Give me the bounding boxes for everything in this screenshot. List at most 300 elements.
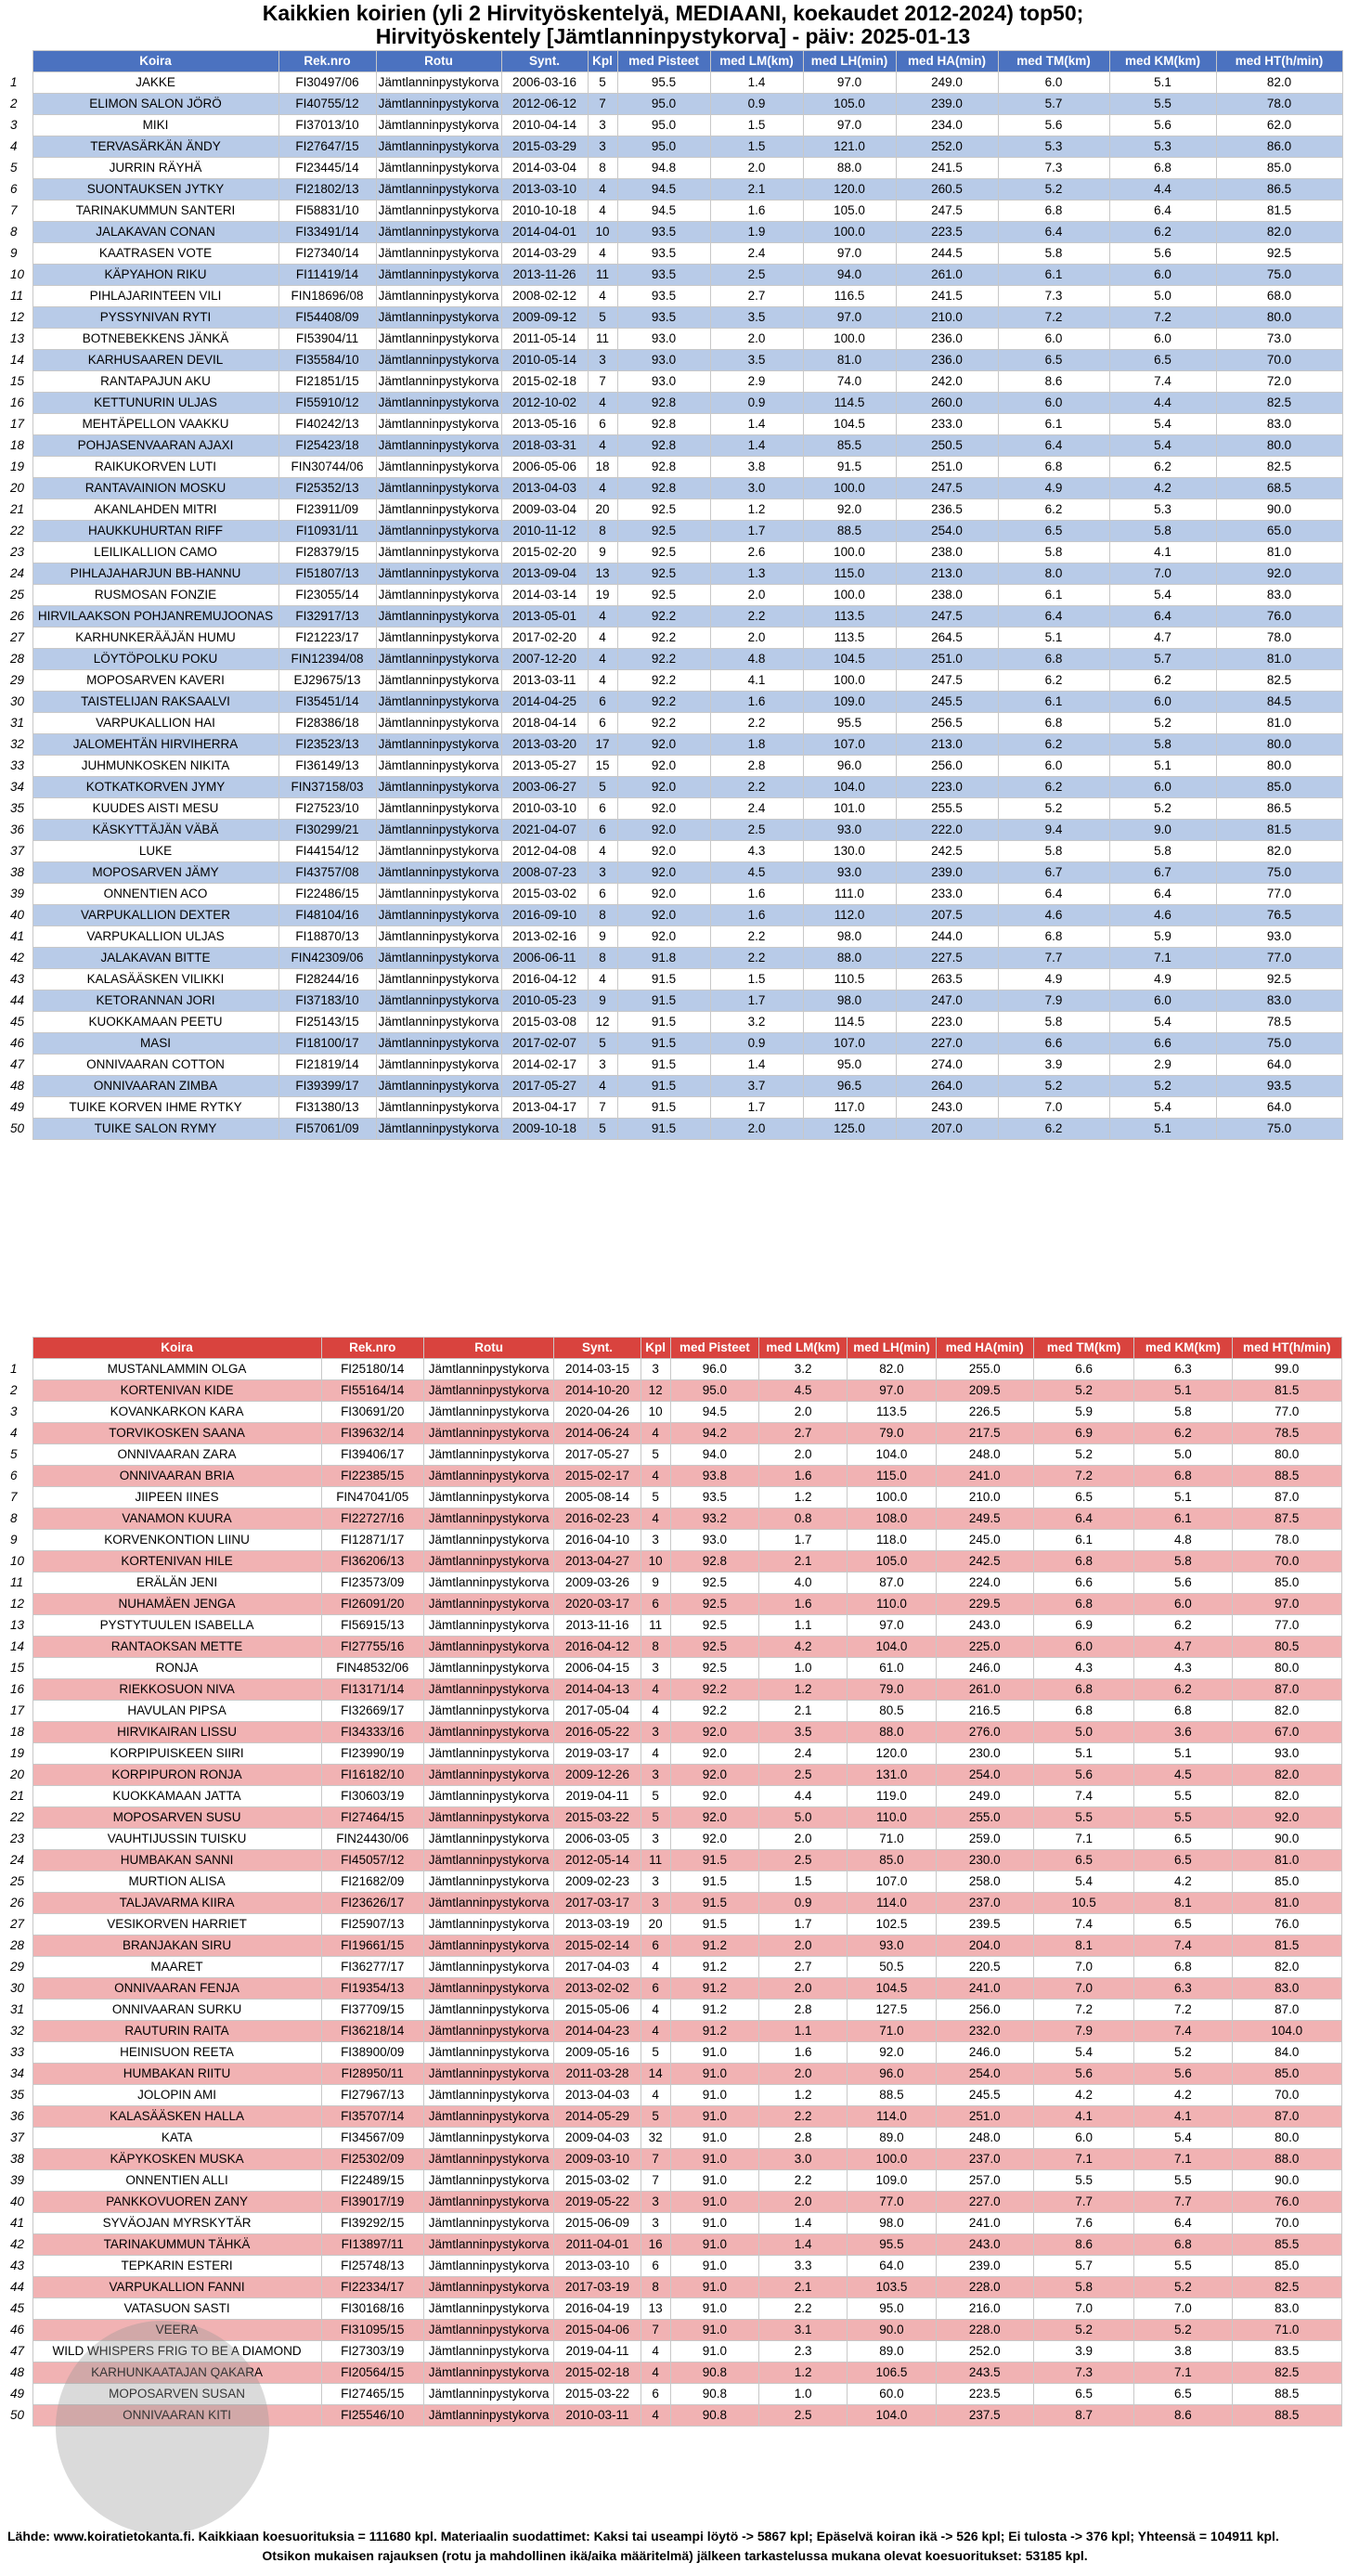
table-cell: KÄPYAHON RIKU (32, 265, 278, 286)
table-cell: TALJAVARMA KIIRA (32, 1893, 321, 1914)
table-cell: 254.0 (896, 521, 998, 542)
table-cell: 92.8 (617, 478, 710, 499)
table-cell: FI23626/17 (321, 1893, 423, 1914)
table-cell: ONNIVAARAN BRIA (32, 1466, 321, 1487)
table-cell: 4.2 (1033, 2085, 1133, 2106)
table-cell: FI11419/14 (278, 265, 376, 286)
table-row (7, 72, 1342, 94)
table-cell: 96.0 (803, 756, 896, 777)
table-cell: 2015-02-14 (554, 1935, 641, 1957)
table-cell: 2013-05-16 (501, 414, 588, 435)
table-cell: 7 (588, 371, 617, 393)
table-cell: 2015-02-18 (501, 371, 588, 393)
table-cell: 91.5 (803, 457, 896, 478)
table-cell: JALOMEHTÄN HIRVIHERRA (32, 734, 278, 756)
row-index: 42 (7, 2234, 32, 2256)
table-cell: 5.1 (1134, 1743, 1232, 1765)
table-cell: 9 (588, 542, 617, 563)
table-cell: FIN48532/06 (321, 1658, 423, 1679)
table-cell: FI34567/09 (321, 2128, 423, 2149)
table-cell: 81.5 (1232, 1380, 1341, 1402)
table-cell: 5.4 (1109, 585, 1216, 606)
table-cell: 4 (588, 1076, 617, 1097)
table-cell: 2006-03-16 (501, 72, 588, 94)
table-cell: 2.0 (759, 1978, 848, 2000)
table-row (7, 713, 1342, 734)
table-row (7, 670, 1342, 692)
watermark-logo (56, 2321, 269, 2534)
table-cell: 7.1 (1134, 2362, 1232, 2384)
table-cell: 87.0 (1232, 1679, 1341, 1701)
table-cell: 6.6 (1033, 1359, 1133, 1380)
table-cell: 114.5 (803, 1012, 896, 1033)
table-cell: 1.6 (710, 692, 803, 713)
table-cell: KETTUNURIN ULJAS (32, 393, 278, 414)
column-header: med HT(h/min) (1216, 51, 1342, 72)
table-cell: FI30168/16 (321, 2298, 423, 2320)
table-cell: 2016-04-10 (554, 1530, 641, 1551)
table-cell: 3.9 (998, 1055, 1109, 1076)
table-cell: 85.5 (803, 435, 896, 457)
row-index: 2 (7, 1380, 32, 1402)
table-cell: TARINAKUMMUN SANTERI (32, 201, 278, 222)
row-index: 6 (7, 179, 32, 201)
table-cell: FI23445/14 (278, 158, 376, 179)
table-cell: 5.0 (1134, 1444, 1232, 1466)
table-cell: 6.2 (998, 670, 1109, 692)
table-cell: 97.0 (803, 72, 896, 94)
table-cell: 239.0 (896, 94, 998, 115)
table-cell: 1.7 (710, 521, 803, 542)
table-cell: SYVÄOJAN MYRSKYTÄR (32, 2213, 321, 2234)
table-cell: 92.0 (670, 1829, 758, 1850)
table-cell: 91.0 (670, 2192, 758, 2213)
row-index: 48 (7, 2362, 32, 2384)
table-cell: 92.2 (617, 670, 710, 692)
table-cell: 254.0 (936, 2064, 1033, 2085)
table-cell: 82.5 (1216, 393, 1342, 414)
table-cell: 4.9 (998, 478, 1109, 499)
table-cell: 6.6 (998, 1033, 1109, 1055)
table-cell: 2.1 (710, 179, 803, 201)
table-cell: 14 (641, 2064, 670, 2085)
table-cell: HUMBAKAN RIITU (32, 2064, 321, 2085)
table-cell: 4 (588, 393, 617, 414)
table-row (7, 393, 1342, 414)
table-cell: 91.5 (617, 969, 710, 990)
table-cell: 80.0 (1216, 756, 1342, 777)
table-cell: 252.0 (936, 2341, 1033, 2362)
table-cell: 90.8 (670, 2362, 758, 2384)
table-cell: 92.0 (670, 1807, 758, 1829)
row-index: 22 (7, 1807, 32, 1829)
table-row (7, 1935, 1342, 1957)
table-cell: RAIKUKORVEN LUTI (32, 457, 278, 478)
table-cell: 10 (641, 1402, 670, 1423)
table-cell: 3.1 (759, 2320, 848, 2341)
table-row (7, 478, 1342, 499)
table-cell: 92.2 (670, 1679, 758, 1701)
table-cell: ONNIVAARAN SURKU (32, 2000, 321, 2021)
table-cell: 256.0 (936, 2000, 1033, 2021)
table-cell: 6.8 (1134, 1701, 1232, 1722)
table-row (7, 798, 1342, 820)
table-cell: Jämtlanninpystykorva (423, 1466, 553, 1487)
table-cell: KALASÄÄSKEN HALLA (32, 2106, 321, 2128)
table-cell: 91.5 (670, 1850, 758, 1871)
table-cell: 114.0 (848, 1893, 936, 1914)
table-cell: 3 (641, 1829, 670, 1850)
table-cell: 6.2 (1109, 457, 1216, 478)
table-cell: 2017-05-27 (501, 1076, 588, 1097)
table-cell: 4 (588, 286, 617, 307)
table-cell: KUOKKAMAAN PEETU (32, 1012, 278, 1033)
table-cell: 6.5 (1033, 1850, 1133, 1871)
table-cell: 5.0 (759, 1807, 848, 1829)
table-cell: Jämtlanninpystykorva (423, 1423, 553, 1444)
table-cell: 2.0 (759, 1444, 848, 1466)
row-index: 25 (7, 585, 32, 606)
table-cell: ERÄLÄN JENI (32, 1573, 321, 1594)
table-cell: FI25907/13 (321, 1914, 423, 1935)
table-cell: 5.6 (1033, 1765, 1133, 1786)
table-cell: 98.0 (803, 990, 896, 1012)
table-cell: 5.8 (998, 841, 1109, 862)
table-cell: 91.2 (670, 2021, 758, 2042)
table-cell: 2.5 (710, 820, 803, 841)
table-cell: 1.3 (710, 563, 803, 585)
table-cell: 6.0 (1134, 1594, 1232, 1615)
row-index: 41 (7, 926, 32, 948)
table-cell: 6.8 (998, 457, 1109, 478)
table-cell: 216.5 (936, 1701, 1033, 1722)
table-cell: 6.2 (1134, 1423, 1232, 1444)
table-cell: 6.5 (1134, 1850, 1232, 1871)
table-cell: 2005-08-14 (554, 1487, 641, 1508)
table-cell: 6.8 (1033, 1594, 1133, 1615)
table-row (7, 265, 1342, 286)
table-cell: 88.5 (1232, 2405, 1341, 2427)
row-index: 27 (7, 628, 32, 649)
table-cell: 7.9 (998, 990, 1109, 1012)
table-cell: FI30691/20 (321, 1402, 423, 1423)
table-cell: 6.2 (998, 777, 1109, 798)
table-cell: 4 (641, 2000, 670, 2021)
table-cell: FIN37158/03 (278, 777, 376, 798)
table-cell: 5.4 (1134, 2128, 1232, 2149)
table-cell: 5.6 (998, 115, 1109, 136)
table-row (7, 1914, 1342, 1935)
table-cell: 81.0 (1216, 649, 1342, 670)
column-header: med HA(min) (896, 51, 998, 72)
table-cell: 6 (588, 414, 617, 435)
row-index: 4 (7, 1423, 32, 1444)
table-cell: 80.0 (1216, 435, 1342, 457)
table-cell: 4.1 (1109, 542, 1216, 563)
table-row (7, 1893, 1342, 1914)
table-cell: 91.0 (670, 2277, 758, 2298)
row-index: 4 (7, 136, 32, 158)
table-cell: PANKKOVUOREN ZANY (32, 2192, 321, 2213)
table-cell: 5.1 (998, 628, 1109, 649)
table-cell: 2015-04-06 (554, 2320, 641, 2341)
table-row (7, 926, 1342, 948)
table-row (7, 1658, 1342, 1679)
table-cell: 224.0 (936, 1573, 1033, 1594)
table-cell: 2015-03-08 (501, 1012, 588, 1033)
table-cell: 7.0 (1134, 2298, 1232, 2320)
row-index: 3 (7, 1402, 32, 1423)
table-cell: 239.0 (936, 2256, 1033, 2277)
table-cell: 5.9 (1109, 926, 1216, 948)
row-index: 45 (7, 2298, 32, 2320)
table-cell: Jämtlanninpystykorva (423, 2341, 553, 2362)
table-cell: TARINAKUMMUN TÄHKÄ (32, 2234, 321, 2256)
table-cell: FI21851/15 (278, 371, 376, 393)
table-cell: 1.5 (710, 136, 803, 158)
table-cell: 243.0 (936, 2234, 1033, 2256)
table-cell: Jämtlanninpystykorva (423, 2362, 553, 2384)
column-header: med TM(km) (998, 51, 1109, 72)
table-cell: 4.7 (1109, 628, 1216, 649)
row-index: 13 (7, 329, 32, 350)
table-cell: 2014-03-15 (554, 1359, 641, 1380)
table-row (7, 2149, 1342, 2170)
table-cell: 6.4 (1109, 201, 1216, 222)
row-index: 15 (7, 1658, 32, 1679)
table-cell: 5 (588, 1119, 617, 1140)
table-cell: VATASUON SASTI (32, 2298, 321, 2320)
row-index: 31 (7, 2000, 32, 2021)
table-cell: MAARET (32, 1957, 321, 1978)
table-cell: FI16182/10 (321, 1765, 423, 1786)
column-header: med LH(min) (803, 51, 896, 72)
table-cell: VAUHTIJUSSIN TUISKU (32, 1829, 321, 1850)
table-cell: 88.0 (1232, 2149, 1341, 2170)
table-cell: ONNIVAARAN ZARA (32, 1444, 321, 1466)
table-cell: 81.5 (1216, 820, 1342, 841)
table-cell: 6 (641, 1594, 670, 1615)
table-cell: FI56915/13 (321, 1615, 423, 1637)
table-cell: KUOKKAMAAN JATTA (32, 1786, 321, 1807)
table-row (7, 2213, 1342, 2234)
table-cell: ONNIVAARAN FENJA (32, 1978, 321, 2000)
table-cell: 4 (641, 1679, 670, 1701)
table-cell: 264.5 (896, 628, 998, 649)
table-cell: 3 (588, 115, 617, 136)
table-cell: 2015-06-09 (554, 2213, 641, 2234)
table-row (7, 1055, 1342, 1076)
table-cell: 113.5 (803, 606, 896, 628)
table-cell: 78.5 (1216, 1012, 1342, 1033)
table-cell: 92.5 (670, 1594, 758, 1615)
table-cell: 4.8 (1134, 1530, 1232, 1551)
table-cell: 8 (641, 1637, 670, 1658)
table-cell: FI57061/09 (278, 1119, 376, 1140)
table-cell: 92.5 (1216, 969, 1342, 990)
row-index: 27 (7, 1914, 32, 1935)
table-cell: Jämtlanninpystykorva (376, 713, 501, 734)
row-index: 44 (7, 2277, 32, 2298)
table-cell: 6.7 (998, 862, 1109, 884)
table-cell: 119.0 (848, 1786, 936, 1807)
table-cell: 91.0 (670, 2042, 758, 2064)
table-cell: WILD WHISPERS FRIG TO BE A DIAMOND (32, 2341, 321, 2362)
table-cell: Jämtlanninpystykorva (423, 1829, 553, 1850)
table-cell: KALASÄÄSKEN VILIKKI (32, 969, 278, 990)
table-cell: 245.5 (896, 692, 998, 713)
table-cell: 2.8 (710, 756, 803, 777)
table-cell: 242.0 (896, 371, 998, 393)
table-cell: 4 (588, 969, 617, 990)
table-cell: FI27647/15 (278, 136, 376, 158)
table-cell: 6.1 (998, 692, 1109, 713)
table-cell: 91.2 (670, 1935, 758, 1957)
row-index: 10 (7, 265, 32, 286)
table-cell: 6.3 (1134, 1978, 1232, 2000)
row-index: 38 (7, 2149, 32, 2170)
column-header: Rotu (376, 51, 501, 72)
table-row (7, 1850, 1342, 1871)
table-cell: 244.0 (896, 926, 998, 948)
table-cell: 110.0 (848, 1807, 936, 1829)
table-cell: FI27523/10 (278, 798, 376, 820)
table-cell: 2.7 (759, 1957, 848, 1978)
table-cell: 70.0 (1232, 2085, 1341, 2106)
row-index: 29 (7, 1957, 32, 1978)
table-cell: 95.0 (617, 94, 710, 115)
table-cell: 232.0 (936, 2021, 1033, 2042)
row-index: 43 (7, 2256, 32, 2277)
table-cell: 91.5 (617, 1033, 710, 1055)
table-row (7, 1573, 1342, 1594)
table-cell: 223.5 (936, 2384, 1033, 2405)
table-cell: 236.0 (896, 350, 998, 371)
table-cell: TEPKARIN ESTERI (32, 2256, 321, 2277)
table-cell: 4 (641, 1508, 670, 1530)
table-cell: FIN12394/08 (278, 649, 376, 670)
table-cell: 11 (588, 329, 617, 350)
table-cell: 91.0 (670, 2149, 758, 2170)
table-cell: Jämtlanninpystykorva (423, 1893, 553, 1914)
table-cell: Jämtlanninpystykorva (376, 136, 501, 158)
table-cell: KOTKATKORVEN JYMY (32, 777, 278, 798)
table-cell: 91.2 (670, 2000, 758, 2021)
table-cell: 5.4 (1109, 414, 1216, 435)
table-cell: 93.0 (803, 862, 896, 884)
table-cell: 3.7 (710, 1076, 803, 1097)
row-index: 2 (7, 94, 32, 115)
table-cell: 76.0 (1232, 1914, 1341, 1935)
table-cell: FI25352/13 (278, 478, 376, 499)
table-cell: TERVASÄRKÄN ÄNDY (32, 136, 278, 158)
table-cell: 2.0 (710, 628, 803, 649)
table-cell: Jämtlanninpystykorva (376, 841, 501, 862)
table-cell: FI34333/16 (321, 1722, 423, 1743)
table-cell: Jämtlanninpystykorva (376, 307, 501, 329)
table-cell: 97.0 (803, 307, 896, 329)
column-header: med Pisteet (617, 51, 710, 72)
table-cell: 81.0 (1216, 713, 1342, 734)
row-index: 49 (7, 2384, 32, 2405)
table-cell: 2009-05-16 (554, 2042, 641, 2064)
row-index: 9 (7, 243, 32, 265)
table-cell: 7.0 (998, 1097, 1109, 1119)
table-cell: 5.1 (1109, 756, 1216, 777)
table-cell: 83.0 (1232, 1978, 1341, 2000)
table-cell: 2014-03-04 (501, 158, 588, 179)
table-cell: 5.2 (1033, 2320, 1133, 2341)
table-cell: 3.0 (710, 478, 803, 499)
table-row (7, 756, 1342, 777)
table-cell: 2014-05-29 (554, 2106, 641, 2128)
table-cell: 4 (588, 649, 617, 670)
table-cell: 264.0 (896, 1076, 998, 1097)
table-cell: JALAKAVAN CONAN (32, 222, 278, 243)
table-cell: 5.8 (998, 542, 1109, 563)
table-cell: 6 (588, 798, 617, 820)
page-title (0, 0, 1346, 48)
table-cell: 6.1 (998, 265, 1109, 286)
table-cell: LUKE (32, 841, 278, 862)
table-cell: 1.2 (759, 2085, 848, 2106)
table-cell: 6.5 (998, 350, 1109, 371)
table-cell: FI37183/10 (278, 990, 376, 1012)
table-cell: 2.5 (710, 265, 803, 286)
table-cell: Jämtlanninpystykorva (376, 1033, 501, 1055)
table-cell: 7.4 (1134, 1935, 1232, 1957)
table-cell: FI27340/14 (278, 243, 376, 265)
table-cell: Jämtlanninpystykorva (376, 670, 501, 692)
table-cell: 117.0 (803, 1097, 896, 1119)
table-cell: 60.0 (848, 2384, 936, 2405)
row-index: 26 (7, 606, 32, 628)
table-cell: FI18100/17 (278, 1033, 376, 1055)
table-cell: 2013-09-04 (501, 563, 588, 585)
table-row (7, 1466, 1342, 1487)
table-cell: 249.0 (936, 1786, 1033, 1807)
table-cell: 251.0 (936, 2106, 1033, 2128)
table-cell: TUIKE SALON RYMY (32, 1119, 278, 1140)
table-cell: 6.2 (1109, 222, 1216, 243)
table-cell: 2017-02-07 (501, 1033, 588, 1055)
table-cell: 6.2 (1134, 1615, 1232, 1637)
table-cell: 96.5 (803, 1076, 896, 1097)
table-cell: 233.0 (896, 884, 998, 905)
table-cell: 7.4 (1033, 1786, 1133, 1807)
table-cell: 2011-05-14 (501, 329, 588, 350)
table-cell: SUONTAUKSEN JYTKY (32, 179, 278, 201)
table-cell: 5.7 (1033, 2256, 1133, 2277)
table-cell: 92.5 (617, 499, 710, 521)
table-cell: 92.0 (670, 1786, 758, 1807)
table-cell: 2012-04-08 (501, 841, 588, 862)
table-cell: Jämtlanninpystykorva (376, 1119, 501, 1140)
row-index: 13 (7, 1615, 32, 1637)
table-row (7, 1508, 1342, 1530)
table-row (7, 201, 1342, 222)
table-cell: 32 (641, 2128, 670, 2149)
table-row (7, 1786, 1342, 1807)
table-cell: 228.0 (936, 2277, 1033, 2298)
table-cell: 91.0 (670, 2298, 758, 2320)
table-cell: Jämtlanninpystykorva (376, 435, 501, 457)
table-cell: 6.8 (1134, 1957, 1232, 1978)
table-cell: PYSTYTUULEN ISABELLA (32, 1615, 321, 1637)
table-cell: 4 (588, 201, 617, 222)
table-cell: 5 (641, 2042, 670, 2064)
table-cell: 2013-11-16 (554, 1615, 641, 1637)
